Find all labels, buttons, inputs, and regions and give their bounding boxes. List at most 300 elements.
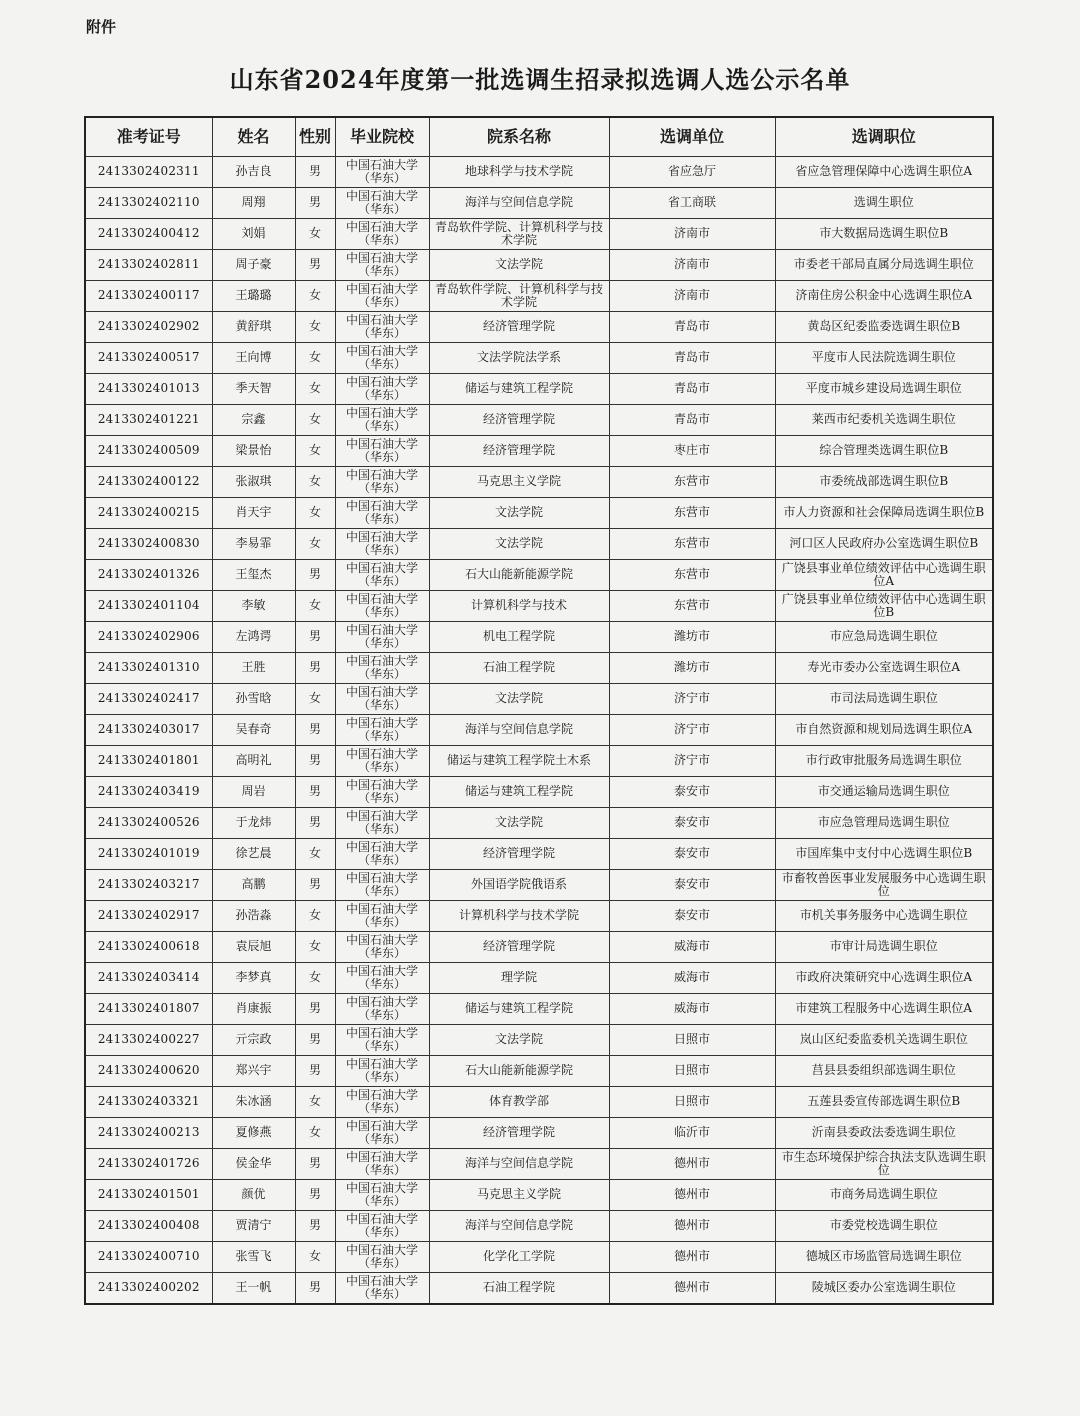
- gender-cell: 男: [295, 746, 335, 777]
- table-row: [85, 250, 993, 281]
- exam-id-cell: 2413302401104: [85, 591, 212, 622]
- unit-cell: 日照市: [609, 1087, 775, 1118]
- page-title: 山东省2024年度第一批选调生招录拟选调人选公示名单: [229, 65, 851, 94]
- exam-id-cell: 2413302400117: [85, 281, 212, 312]
- exam-id-cell: 2413302403414: [85, 963, 212, 994]
- position-cell: 市行政审批服务局选调生职位: [775, 746, 993, 777]
- position-cell: 市司法局选调生职位: [775, 684, 993, 715]
- table-row: [85, 374, 993, 405]
- unit-cell: 潍坊市: [609, 653, 775, 684]
- gender-cell: 女: [295, 529, 335, 560]
- table-row: [85, 622, 993, 653]
- unit-cell: 临沂市: [609, 1118, 775, 1149]
- gender-cell: 男: [295, 1273, 335, 1305]
- department-cell: 储运与建筑工程学院: [429, 374, 609, 405]
- position-cell: 综合管理类选调生职位B: [775, 436, 993, 467]
- table-row: [85, 1149, 993, 1180]
- department-cell: 计算机科学与技术: [429, 591, 609, 622]
- department-cell: 文法学院: [429, 498, 609, 529]
- school-cell: 中国石油大学（华东）: [335, 1149, 429, 1180]
- school-cell: 中国石油大学（华东）: [335, 1211, 429, 1242]
- exam-id-cell: 2413302403017: [85, 715, 212, 746]
- exam-id-cell: 2413302400710: [85, 1242, 212, 1273]
- school-cell: 中国石油大学（华东）: [335, 281, 429, 312]
- school-cell: 中国石油大学（华东）: [335, 1056, 429, 1087]
- table-row: [85, 498, 993, 529]
- gender-cell: 男: [295, 560, 335, 591]
- name-cell: 周岩: [212, 777, 295, 808]
- department-cell: 经济管理学院: [429, 312, 609, 343]
- unit-cell: 青岛市: [609, 374, 775, 405]
- exam-id-cell: 2413302401221: [85, 405, 212, 436]
- department-cell: 石油工程学院: [429, 653, 609, 684]
- department-cell: 体育教学部: [429, 1087, 609, 1118]
- department-cell: 文法学院: [429, 684, 609, 715]
- gender-cell: 女: [295, 281, 335, 312]
- table-header-row: [85, 117, 993, 157]
- table-row: [85, 157, 993, 188]
- school-cell: 中国石油大学（华东）: [335, 405, 429, 436]
- department-cell: 化学化工学院: [429, 1242, 609, 1273]
- unit-cell: 青岛市: [609, 312, 775, 343]
- name-cell: 于龙炜: [212, 808, 295, 839]
- department-cell: 文法学院: [429, 1025, 609, 1056]
- exam-id-cell: 2413302401326: [85, 560, 212, 591]
- department-cell: 文法学院: [429, 529, 609, 560]
- name-cell: 王玺杰: [212, 560, 295, 591]
- school-cell: 中国石油大学（华东）: [335, 932, 429, 963]
- school-cell: 中国石油大学（华东）: [335, 963, 429, 994]
- header-position: 选调职位: [775, 117, 993, 157]
- gender-cell: 女: [295, 405, 335, 436]
- header-school: 毕业院校: [335, 117, 429, 157]
- unit-cell: 泰安市: [609, 870, 775, 901]
- school-cell: 中国石油大学（华东）: [335, 1118, 429, 1149]
- exam-id-cell: 2413302402417: [85, 684, 212, 715]
- position-cell: 莱西市纪委机关选调生职位: [775, 405, 993, 436]
- unit-cell: 东营市: [609, 498, 775, 529]
- school-cell: 中国石油大学（华东）: [335, 715, 429, 746]
- position-cell: 济南住房公积金中心选调生职位A: [775, 281, 993, 312]
- gender-cell: 女: [295, 374, 335, 405]
- header-exam-id: 准考证号: [85, 117, 212, 157]
- exam-id-cell: 2413302400620: [85, 1056, 212, 1087]
- school-cell: 中国石油大学（华东）: [335, 1087, 429, 1118]
- school-cell: 中国石油大学（华东）: [335, 622, 429, 653]
- table-row: [85, 715, 993, 746]
- table-row: [85, 1025, 993, 1056]
- table-row: [85, 684, 993, 715]
- department-cell: 文法学院: [429, 808, 609, 839]
- table-row: [85, 1242, 993, 1273]
- name-cell: 郑兴宇: [212, 1056, 295, 1087]
- unit-cell: 威海市: [609, 932, 775, 963]
- school-cell: 中国石油大学（华东）: [335, 498, 429, 529]
- position-cell: 市自然资源和规划局选调生职位A: [775, 715, 993, 746]
- department-cell: 海洋与空间信息学院: [429, 188, 609, 219]
- school-cell: 中国石油大学（华东）: [335, 591, 429, 622]
- name-cell: 王璐璐: [212, 281, 295, 312]
- gender-cell: 女: [295, 591, 335, 622]
- department-cell: 文法学院: [429, 250, 609, 281]
- school-cell: 中国石油大学（华东）: [335, 467, 429, 498]
- table-row: [85, 560, 993, 591]
- name-cell: 王向博: [212, 343, 295, 374]
- unit-cell: 德州市: [609, 1273, 775, 1305]
- exam-id-cell: 2413302400408: [85, 1211, 212, 1242]
- header-unit: 选调单位: [609, 117, 775, 157]
- table-row: [85, 777, 993, 808]
- department-cell: 马克思主义学院: [429, 1180, 609, 1211]
- exam-id-cell: 2413302401310: [85, 653, 212, 684]
- unit-cell: 济南市: [609, 219, 775, 250]
- gender-cell: 女: [295, 1118, 335, 1149]
- school-cell: 中国石油大学（华东）: [335, 529, 429, 560]
- school-cell: 中国石油大学（华东）: [335, 684, 429, 715]
- department-cell: 经济管理学院: [429, 1118, 609, 1149]
- exam-id-cell: 2413302400509: [85, 436, 212, 467]
- name-cell: 高明礼: [212, 746, 295, 777]
- name-cell: 孙雪晗: [212, 684, 295, 715]
- table-row: [85, 839, 993, 870]
- school-cell: 中国石油大学（华东）: [335, 994, 429, 1025]
- unit-cell: 济南市: [609, 250, 775, 281]
- position-cell: 广饶县事业单位绩效评估中心选调生职位A: [775, 560, 993, 591]
- department-cell: 文法学院法学系: [429, 343, 609, 374]
- table-row: [85, 870, 993, 901]
- exam-id-cell: 2413302400227: [85, 1025, 212, 1056]
- unit-cell: 德州市: [609, 1211, 775, 1242]
- exam-id-cell: 2413302402906: [85, 622, 212, 653]
- gender-cell: 女: [295, 219, 335, 250]
- exam-id-cell: 2413302401807: [85, 994, 212, 1025]
- unit-cell: 泰安市: [609, 777, 775, 808]
- unit-cell: 济宁市: [609, 746, 775, 777]
- department-cell: 经济管理学院: [429, 839, 609, 870]
- table-row: [85, 219, 993, 250]
- gender-cell: 女: [295, 467, 335, 498]
- attachment-label: 附件: [86, 18, 117, 36]
- school-cell: 中国石油大学（华东）: [335, 374, 429, 405]
- school-cell: 中国石油大学（华东）: [335, 1025, 429, 1056]
- position-cell: 市应急管理局选调生职位: [775, 808, 993, 839]
- position-cell: 陵城区委办公室选调生职位: [775, 1273, 993, 1305]
- position-cell: 市商务局选调生职位: [775, 1180, 993, 1211]
- position-cell: 市大数据局选调生职位B: [775, 219, 993, 250]
- unit-cell: 泰安市: [609, 839, 775, 870]
- table-row: [85, 963, 993, 994]
- gender-cell: 女: [295, 312, 335, 343]
- unit-cell: 省应急厅: [609, 157, 775, 188]
- position-cell: 沂南县委政法委选调生职位: [775, 1118, 993, 1149]
- gender-cell: 男: [295, 157, 335, 188]
- school-cell: 中国石油大学（华东）: [335, 1273, 429, 1305]
- school-cell: 中国石油大学（华东）: [335, 436, 429, 467]
- position-cell: 平度市城乡建设局选调生职位: [775, 374, 993, 405]
- position-cell: 河口区人民政府办公室选调生职位B: [775, 529, 993, 560]
- name-cell: 李易霏: [212, 529, 295, 560]
- school-cell: 中国石油大学（华东）: [335, 219, 429, 250]
- gender-cell: 女: [295, 498, 335, 529]
- table-row: [85, 529, 993, 560]
- table-row: [85, 281, 993, 312]
- position-cell: 寿光市委办公室选调生职位A: [775, 653, 993, 684]
- position-cell: 选调生职位: [775, 188, 993, 219]
- school-cell: 中国石油大学（华东）: [335, 746, 429, 777]
- name-cell: 肖天宇: [212, 498, 295, 529]
- school-cell: 中国石油大学（华东）: [335, 188, 429, 219]
- gender-cell: 男: [295, 653, 335, 684]
- school-cell: 中国石油大学（华东）: [335, 1242, 429, 1273]
- unit-cell: 泰安市: [609, 901, 775, 932]
- gender-cell: 男: [295, 808, 335, 839]
- department-cell: 储运与建筑工程学院: [429, 777, 609, 808]
- exam-id-cell: 2413302402902: [85, 312, 212, 343]
- gender-cell: 男: [295, 1056, 335, 1087]
- position-cell: 市应急局选调生职位: [775, 622, 993, 653]
- exam-id-cell: 2413302403321: [85, 1087, 212, 1118]
- gender-cell: 男: [295, 1180, 335, 1211]
- table-row: [85, 1180, 993, 1211]
- candidate-table: [84, 116, 994, 1305]
- school-cell: 中国石油大学（华东）: [335, 653, 429, 684]
- name-cell: 李敏: [212, 591, 295, 622]
- unit-cell: 青岛市: [609, 405, 775, 436]
- table-row: [85, 1273, 993, 1305]
- department-cell: 储运与建筑工程学院: [429, 994, 609, 1025]
- department-cell: 青岛软件学院、计算机科学与技术学院: [429, 219, 609, 250]
- school-cell: 中国石油大学（华东）: [335, 839, 429, 870]
- name-cell: 孙吉良: [212, 157, 295, 188]
- department-cell: 海洋与空间信息学院: [429, 1149, 609, 1180]
- department-cell: 马克思主义学院: [429, 467, 609, 498]
- table-row: [85, 746, 993, 777]
- department-cell: 理学院: [429, 963, 609, 994]
- gender-cell: 女: [295, 932, 335, 963]
- department-cell: 石大山能新能源学院: [429, 560, 609, 591]
- school-cell: 中国石油大学（华东）: [335, 560, 429, 591]
- exam-id-cell: 2413302402311: [85, 157, 212, 188]
- exam-id-cell: 2413302401801: [85, 746, 212, 777]
- gender-cell: 女: [295, 1087, 335, 1118]
- name-cell: 黄舒琪: [212, 312, 295, 343]
- name-cell: 王一帆: [212, 1273, 295, 1305]
- unit-cell: 德州市: [609, 1242, 775, 1273]
- table-row: [85, 994, 993, 1025]
- department-cell: 石大山能新能源学院: [429, 1056, 609, 1087]
- department-cell: 经济管理学院: [429, 436, 609, 467]
- gender-cell: 女: [295, 1242, 335, 1273]
- department-cell: 青岛软件学院、计算机科学与技术学院: [429, 281, 609, 312]
- unit-cell: 德州市: [609, 1180, 775, 1211]
- exam-id-cell: 2413302401019: [85, 839, 212, 870]
- unit-cell: 威海市: [609, 994, 775, 1025]
- table-row: [85, 808, 993, 839]
- exam-id-cell: 2413302401726: [85, 1149, 212, 1180]
- position-cell: 市委统战部选调生职位B: [775, 467, 993, 498]
- position-cell: 市国库集中支付中心选调生职位B: [775, 839, 993, 870]
- gender-cell: 男: [295, 1149, 335, 1180]
- name-cell: 贾清宁: [212, 1211, 295, 1242]
- exam-id-cell: 2413302400202: [85, 1273, 212, 1305]
- position-cell: 市审计局选调生职位: [775, 932, 993, 963]
- department-cell: 计算机科学与技术学院: [429, 901, 609, 932]
- gender-cell: 女: [295, 963, 335, 994]
- table-body: [85, 157, 993, 1305]
- gender-cell: 男: [295, 622, 335, 653]
- school-cell: 中国石油大学（华东）: [335, 157, 429, 188]
- position-cell: 市委党校选调生职位: [775, 1211, 993, 1242]
- name-cell: 季天智: [212, 374, 295, 405]
- position-cell: 市政府决策研究中心选调生职位A: [775, 963, 993, 994]
- name-cell: 梁景怡: [212, 436, 295, 467]
- department-cell: 外国语学院俄语系: [429, 870, 609, 901]
- position-cell: 市生态环境保护综合执法支队选调生职位: [775, 1149, 993, 1180]
- name-cell: 朱冰涵: [212, 1087, 295, 1118]
- table-row: [85, 467, 993, 498]
- unit-cell: 枣庄市: [609, 436, 775, 467]
- unit-cell: 东营市: [609, 560, 775, 591]
- exam-id-cell: 2413302403217: [85, 870, 212, 901]
- table-row: [85, 1118, 993, 1149]
- name-cell: 肖康振: [212, 994, 295, 1025]
- position-cell: 省应急管理保障中心选调生职位A: [775, 157, 993, 188]
- table-row: [85, 932, 993, 963]
- department-cell: 经济管理学院: [429, 932, 609, 963]
- unit-cell: 济宁市: [609, 684, 775, 715]
- name-cell: 夏修燕: [212, 1118, 295, 1149]
- table-row: [85, 1087, 993, 1118]
- unit-cell: 省工商联: [609, 188, 775, 219]
- position-cell: 市人力资源和社会保障局选调生职位B: [775, 498, 993, 529]
- table-row: [85, 901, 993, 932]
- name-cell: 周翔: [212, 188, 295, 219]
- department-cell: 海洋与空间信息学院: [429, 1211, 609, 1242]
- name-cell: 吴春奇: [212, 715, 295, 746]
- name-cell: 颜优: [212, 1180, 295, 1211]
- position-cell: 平度市人民法院选调生职位: [775, 343, 993, 374]
- position-cell: 市畜牧兽医事业发展服务中心选调生职位: [775, 870, 993, 901]
- school-cell: 中国石油大学（华东）: [335, 1180, 429, 1211]
- unit-cell: 东营市: [609, 529, 775, 560]
- gender-cell: 女: [295, 436, 335, 467]
- name-cell: 王胜: [212, 653, 295, 684]
- exam-id-cell: 2413302400526: [85, 808, 212, 839]
- unit-cell: 日照市: [609, 1025, 775, 1056]
- table-row: [85, 653, 993, 684]
- gender-cell: 女: [295, 343, 335, 374]
- gender-cell: 男: [295, 188, 335, 219]
- gender-cell: 男: [295, 870, 335, 901]
- unit-cell: 泰安市: [609, 808, 775, 839]
- school-cell: 中国石油大学（华东）: [335, 808, 429, 839]
- exam-id-cell: 2413302400618: [85, 932, 212, 963]
- school-cell: 中国石油大学（华东）: [335, 343, 429, 374]
- table-row: [85, 405, 993, 436]
- unit-cell: 东营市: [609, 467, 775, 498]
- gender-cell: 女: [295, 839, 335, 870]
- table-row: [85, 312, 993, 343]
- name-cell: 侯金华: [212, 1149, 295, 1180]
- name-cell: 周子豪: [212, 250, 295, 281]
- position-cell: 市机关事务服务中心选调生职位: [775, 901, 993, 932]
- unit-cell: 潍坊市: [609, 622, 775, 653]
- header-gender: 性别: [295, 117, 335, 157]
- table-row: [85, 188, 993, 219]
- exam-id-cell: 2413302402811: [85, 250, 212, 281]
- table-row: [85, 591, 993, 622]
- exam-id-cell: 2413302400215: [85, 498, 212, 529]
- exam-id-cell: 2413302402110: [85, 188, 212, 219]
- position-cell: 市建筑工程服务中心选调生职位A: [775, 994, 993, 1025]
- gender-cell: 男: [295, 1211, 335, 1242]
- position-cell: 岚山区纪委监委机关选调生职位: [775, 1025, 993, 1056]
- name-cell: 孙浩淼: [212, 901, 295, 932]
- position-cell: 德城区市场监管局选调生职位: [775, 1242, 993, 1273]
- table-row: [85, 436, 993, 467]
- school-cell: 中国石油大学（华东）: [335, 777, 429, 808]
- department-cell: 海洋与空间信息学院: [429, 715, 609, 746]
- exam-id-cell: 2413302400517: [85, 343, 212, 374]
- school-cell: 中国石油大学（华东）: [335, 901, 429, 932]
- department-cell: 机电工程学院: [429, 622, 609, 653]
- name-cell: 宗鑫: [212, 405, 295, 436]
- gender-cell: 男: [295, 777, 335, 808]
- exam-id-cell: 2413302400213: [85, 1118, 212, 1149]
- name-cell: 张淑琪: [212, 467, 295, 498]
- gender-cell: 女: [295, 901, 335, 932]
- department-cell: 经济管理学院: [429, 405, 609, 436]
- name-cell: 左鸿谔: [212, 622, 295, 653]
- position-cell: 市交通运输局选调生职位: [775, 777, 993, 808]
- header-department: 院系名称: [429, 117, 609, 157]
- gender-cell: 男: [295, 1025, 335, 1056]
- name-cell: 李梦真: [212, 963, 295, 994]
- exam-id-cell: 2413302401501: [85, 1180, 212, 1211]
- position-cell: 五莲县委宣传部选调生职位B: [775, 1087, 993, 1118]
- name-cell: 袁辰旭: [212, 932, 295, 963]
- unit-cell: 青岛市: [609, 343, 775, 374]
- position-cell: 市委老干部局直属分局选调生职位: [775, 250, 993, 281]
- unit-cell: 日照市: [609, 1056, 775, 1087]
- gender-cell: 男: [295, 250, 335, 281]
- unit-cell: 济南市: [609, 281, 775, 312]
- school-cell: 中国石油大学（华东）: [335, 250, 429, 281]
- position-cell: 广饶县事业单位绩效评估中心选调生职位B: [775, 591, 993, 622]
- name-cell: 张雪飞: [212, 1242, 295, 1273]
- table-row: [85, 1211, 993, 1242]
- exam-id-cell: 2413302403419: [85, 777, 212, 808]
- table-row: [85, 1056, 993, 1087]
- position-cell: 黄岛区纪委监委选调生职位B: [775, 312, 993, 343]
- gender-cell: 女: [295, 684, 335, 715]
- name-cell: 亓宗政: [212, 1025, 295, 1056]
- header-name: 姓名: [212, 117, 295, 157]
- table-row: [85, 343, 993, 374]
- unit-cell: 威海市: [609, 963, 775, 994]
- name-cell: 刘娟: [212, 219, 295, 250]
- unit-cell: 东营市: [609, 591, 775, 622]
- position-cell: 莒县县委组织部选调生职位: [775, 1056, 993, 1087]
- gender-cell: 男: [295, 994, 335, 1025]
- unit-cell: 济宁市: [609, 715, 775, 746]
- exam-id-cell: 2413302401013: [85, 374, 212, 405]
- exam-id-cell: 2413302402917: [85, 901, 212, 932]
- school-cell: 中国石油大学（华东）: [335, 312, 429, 343]
- gender-cell: 男: [295, 715, 335, 746]
- exam-id-cell: 2413302400830: [85, 529, 212, 560]
- department-cell: 石油工程学院: [429, 1273, 609, 1305]
